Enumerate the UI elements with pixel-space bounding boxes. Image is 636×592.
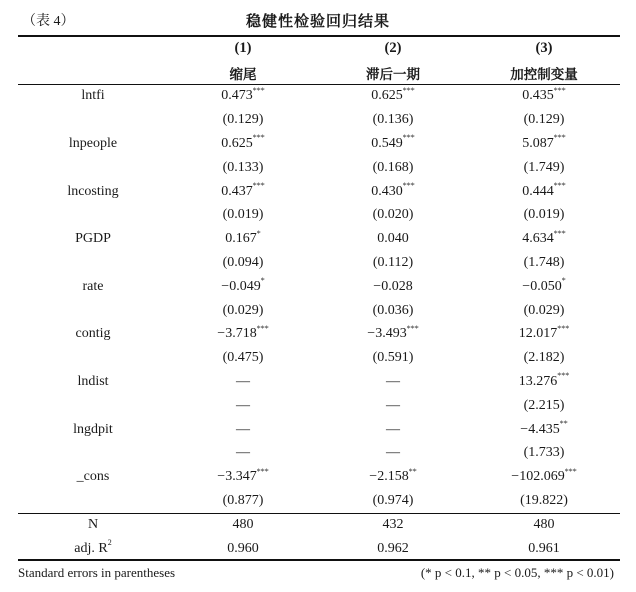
se-cell: (2.182) bbox=[523, 350, 565, 366]
empty-label bbox=[18, 204, 168, 228]
coef-cell bbox=[318, 85, 468, 109]
coef-cell bbox=[468, 370, 620, 394]
variable-label: contig bbox=[75, 326, 111, 342]
stat-value: 0.960 bbox=[227, 540, 259, 556]
coef-value: 0.444 bbox=[522, 183, 554, 199]
se-row bbox=[18, 394, 620, 418]
stat-label-text: adj. R bbox=[74, 540, 108, 556]
coef-value: — bbox=[386, 421, 400, 437]
se-cell: (19.822) bbox=[520, 493, 568, 509]
empty-label bbox=[18, 442, 168, 466]
significance-stars: *** bbox=[252, 181, 265, 191]
coef-cell bbox=[168, 180, 318, 204]
coef-value: 5.087 bbox=[522, 136, 554, 152]
significance-stars: *** bbox=[553, 133, 566, 143]
se-cell: — bbox=[236, 397, 250, 413]
coef-cell bbox=[168, 465, 318, 489]
coef-cell bbox=[168, 418, 318, 442]
coef-cell bbox=[468, 275, 620, 299]
empty-label bbox=[18, 108, 168, 132]
column-name: 加控制变量 bbox=[510, 66, 578, 83]
coef-value: — bbox=[236, 421, 250, 437]
table-note-right: (* p < 0.1, ** p < 0.05, *** p < 0.01) bbox=[420, 565, 614, 580]
significance-stars: * bbox=[256, 228, 261, 238]
coef-cell bbox=[468, 85, 620, 109]
variable-label: lntfi bbox=[81, 88, 105, 104]
se-cell: (0.974) bbox=[372, 493, 414, 509]
coef-value: 0.430 bbox=[371, 183, 403, 199]
significance-stars: *** bbox=[256, 323, 269, 333]
significance-stars: ** bbox=[408, 466, 417, 476]
column-name: 缩尾 bbox=[229, 66, 257, 83]
significance-stars: *** bbox=[252, 85, 265, 95]
table-header bbox=[0, 8, 636, 32]
se-cell: (2.215) bbox=[523, 397, 565, 413]
stat-value: 0.962 bbox=[377, 540, 409, 556]
se-cell: (0.129) bbox=[523, 112, 565, 128]
se-row bbox=[18, 489, 620, 513]
coef-row bbox=[18, 132, 620, 156]
coef-value: 0.473 bbox=[221, 88, 253, 104]
regression-table bbox=[18, 37, 620, 561]
se-cell: (0.591) bbox=[372, 350, 414, 366]
se-cell: (0.036) bbox=[372, 302, 414, 318]
significance-stars: *** bbox=[564, 466, 577, 476]
se-cell: (0.019) bbox=[222, 207, 264, 223]
stat-label bbox=[18, 537, 168, 561]
empty-label bbox=[18, 299, 168, 323]
significance-stars: ** bbox=[559, 418, 568, 428]
coef-cell bbox=[318, 418, 468, 442]
coef-cell bbox=[318, 465, 468, 489]
stat-value: 480 bbox=[232, 516, 254, 532]
variable-label: lndist bbox=[77, 374, 109, 390]
coef-cell bbox=[168, 275, 318, 299]
column-name-row bbox=[18, 61, 620, 85]
coef-cell bbox=[318, 132, 468, 156]
coef-cell bbox=[168, 370, 318, 394]
variable-label: lnpeople bbox=[68, 136, 118, 152]
coef-value: — bbox=[236, 374, 250, 390]
significance-stars: *** bbox=[252, 133, 265, 143]
se-row bbox=[18, 442, 620, 466]
coef-cell bbox=[168, 323, 318, 347]
se-cell: (0.133) bbox=[222, 159, 264, 175]
se-cell: (0.168) bbox=[372, 159, 414, 175]
column-number: (2) bbox=[384, 40, 402, 57]
coef-value: 0.435 bbox=[522, 88, 554, 104]
coef-row bbox=[18, 180, 620, 204]
se-cell: (0.136) bbox=[372, 112, 414, 128]
column-number-row bbox=[18, 37, 620, 61]
se-cell: (0.877) bbox=[222, 493, 264, 509]
se-row bbox=[18, 346, 620, 370]
se-row bbox=[18, 156, 620, 180]
table-number: （表 4） bbox=[22, 14, 75, 29]
coef-value: −3.493 bbox=[367, 326, 407, 342]
stat-value: 0.961 bbox=[528, 540, 560, 556]
significance-stars: *** bbox=[402, 133, 415, 143]
significance-stars: *** bbox=[553, 181, 566, 191]
column-number: (1) bbox=[234, 40, 252, 57]
coef-value: 0.625 bbox=[221, 136, 253, 152]
coef-value: — bbox=[386, 374, 400, 390]
coef-value: −2.158 bbox=[369, 469, 409, 485]
stat-value: 480 bbox=[533, 516, 555, 532]
coef-value: 0.437 bbox=[221, 183, 253, 199]
empty-label bbox=[18, 251, 168, 275]
empty-label bbox=[18, 156, 168, 180]
variable-label: lncosting bbox=[67, 183, 119, 199]
significance-stars: *** bbox=[557, 371, 570, 381]
coef-cell bbox=[318, 370, 468, 394]
se-cell: — bbox=[386, 445, 400, 461]
significance-stars: * bbox=[561, 276, 566, 286]
coef-row bbox=[18, 275, 620, 299]
variable-label: rate bbox=[82, 278, 104, 294]
coef-cell bbox=[318, 227, 468, 251]
coef-row bbox=[18, 227, 620, 251]
coef-cell bbox=[468, 323, 620, 347]
variable-label: lngdpit bbox=[73, 421, 113, 437]
coef-cell bbox=[318, 275, 468, 299]
coef-row bbox=[18, 323, 620, 347]
coef-value: 0.167 bbox=[225, 231, 257, 247]
significance-stars: *** bbox=[256, 466, 269, 476]
stat-value: 432 bbox=[382, 516, 404, 532]
se-cell: (1.749) bbox=[523, 159, 565, 175]
coef-cell bbox=[168, 227, 318, 251]
column-name: 滞后一期 bbox=[366, 66, 420, 83]
se-cell: (0.020) bbox=[372, 207, 414, 223]
se-cell: (0.475) bbox=[222, 350, 264, 366]
coef-value: 0.040 bbox=[377, 231, 409, 247]
coef-value: −0.050 bbox=[522, 278, 562, 294]
coef-value: 12.017 bbox=[518, 326, 558, 342]
se-row bbox=[18, 204, 620, 228]
significance-stars: *** bbox=[402, 181, 415, 191]
se-cell: (0.019) bbox=[523, 207, 565, 223]
stat-row bbox=[18, 537, 620, 561]
stat-label-text: N bbox=[87, 516, 99, 532]
coef-cell bbox=[468, 418, 620, 442]
coef-cell bbox=[318, 323, 468, 347]
se-cell: (0.129) bbox=[222, 112, 264, 128]
significance-stars: *** bbox=[406, 323, 419, 333]
coef-cell bbox=[318, 180, 468, 204]
coef-value: 0.625 bbox=[371, 88, 403, 104]
coef-row bbox=[18, 418, 620, 442]
empty-label bbox=[18, 346, 168, 370]
se-row bbox=[18, 251, 620, 275]
table-note-left: Standard errors in parentheses bbox=[18, 565, 176, 580]
significance-stars: * bbox=[260, 276, 265, 286]
coef-cell bbox=[468, 132, 620, 156]
se-row bbox=[18, 299, 620, 323]
coef-value: −0.049 bbox=[221, 278, 261, 294]
coef-cell bbox=[468, 465, 620, 489]
coef-row bbox=[18, 465, 620, 489]
empty-label bbox=[18, 394, 168, 418]
empty-label bbox=[18, 489, 168, 513]
se-cell: — bbox=[236, 445, 250, 461]
stat-label bbox=[18, 513, 168, 537]
coef-cell bbox=[168, 85, 318, 109]
significance-stars: *** bbox=[402, 85, 415, 95]
table-title: 稳健性检验回归结果 bbox=[245, 12, 390, 30]
variable-label: _cons bbox=[76, 469, 110, 485]
coef-row bbox=[18, 370, 620, 394]
coef-value: −3.347 bbox=[217, 469, 257, 485]
significance-stars: *** bbox=[553, 85, 566, 95]
coef-value: −0.028 bbox=[373, 278, 413, 294]
se-cell: — bbox=[386, 397, 400, 413]
stat-label-superscript: 2 bbox=[107, 537, 112, 547]
significance-stars: *** bbox=[557, 323, 570, 333]
coef-value: −102.069 bbox=[511, 469, 565, 485]
coef-value: 4.634 bbox=[522, 231, 554, 247]
significance-stars: *** bbox=[553, 228, 566, 238]
coef-value: 13.276 bbox=[518, 374, 558, 390]
se-cell: (0.094) bbox=[222, 255, 264, 271]
coef-cell bbox=[468, 180, 620, 204]
column-number: (3) bbox=[535, 40, 553, 57]
coef-row bbox=[18, 85, 620, 109]
se-cell: (1.748) bbox=[523, 255, 565, 271]
coef-value: 0.549 bbox=[371, 136, 403, 152]
se-cell: (1.733) bbox=[523, 445, 565, 461]
coef-cell bbox=[468, 227, 620, 251]
se-row bbox=[18, 108, 620, 132]
se-cell: (0.029) bbox=[222, 302, 264, 318]
coef-cell bbox=[168, 132, 318, 156]
se-cell: (0.029) bbox=[523, 302, 565, 318]
variable-label: PGDP bbox=[75, 231, 111, 247]
coef-value: −4.435 bbox=[520, 421, 560, 437]
se-cell: (0.112) bbox=[372, 255, 414, 271]
coef-value: −3.718 bbox=[217, 326, 257, 342]
stat-row bbox=[18, 513, 620, 537]
